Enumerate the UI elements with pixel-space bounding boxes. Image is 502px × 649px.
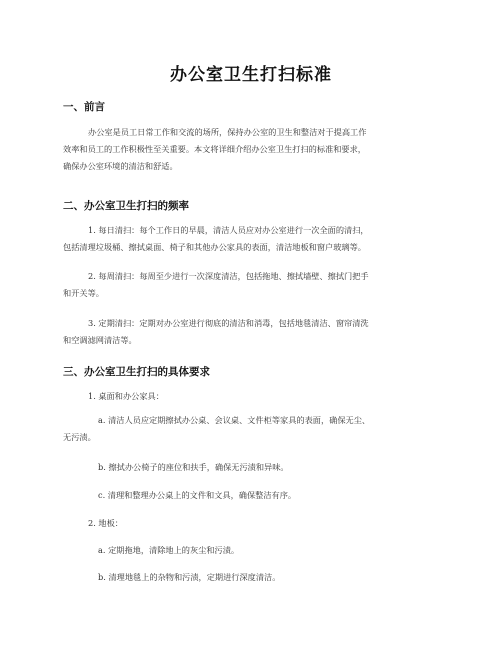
paragraph-line: 2. 地板： bbox=[88, 518, 123, 528]
paragraph-floor-a bbox=[63, 542, 443, 559]
paragraph-furniture-b bbox=[63, 459, 443, 476]
document-title: 办公室卫生打扫标准 bbox=[170, 65, 332, 85]
paragraph-periodic bbox=[63, 315, 443, 349]
paragraph-line: 1. 每日清扫：每个工作日的早晨，清洁人员应对办公室进行一次全面的清扫， bbox=[88, 225, 369, 235]
paragraph-line: b. 清理地毯上的杂物和污渍，定期进行深度清洁。 bbox=[98, 572, 281, 582]
paragraph-line: a. 定期拖地，清除地上的灰尘和污渍。 bbox=[98, 545, 240, 555]
paragraph-floor-b bbox=[63, 569, 443, 586]
paragraph-floor-title bbox=[63, 515, 443, 532]
paragraph-daily bbox=[63, 222, 443, 256]
paragraph-line: 1. 桌面和办公家具： bbox=[88, 391, 164, 401]
paragraph-line: 办公室是员工日常工作和交流的场所，保持办公室的卫生和整洁对于提高工作 bbox=[88, 127, 367, 137]
paragraph-line: 2. 每周清扫：每周至少进行一次深度清洁，包括拖地、擦拭墙壁、擦拭门把手 bbox=[88, 271, 369, 281]
paragraph-preface bbox=[63, 124, 443, 175]
paragraph-line: 3. 定期清扫：定期对办公室进行彻底的清洁和消毒，包括地毯清洁、窗帘清洗 bbox=[88, 318, 369, 328]
paragraph-line: 效率和员工的工作积极性至关重要。本文将详细介绍办公室卫生打扫的标准和要求， bbox=[63, 144, 366, 154]
paragraph-line: b. 擦拭办公椅子的座位和扶手，确保无污渍和异味。 bbox=[98, 462, 289, 472]
paragraph-line: 包括清理垃圾桶、擦拭桌面、椅子和其他办公家具的表面，清洁地板和窗户玻璃等。 bbox=[63, 242, 366, 252]
section-heading-preface: 一、前言 bbox=[63, 101, 105, 113]
paragraph-furniture-c bbox=[63, 487, 443, 504]
paragraph-weekly bbox=[63, 268, 443, 302]
paragraph-line: 和开关等。 bbox=[63, 288, 104, 298]
section-heading-requirements: 三、办公室卫生打扫的具体要求 bbox=[63, 366, 210, 378]
paragraph-furniture-title bbox=[63, 388, 443, 405]
section-heading-frequency: 二、办公室卫生打扫的频率 bbox=[63, 200, 189, 212]
paragraph-line: 无污渍。 bbox=[63, 432, 96, 442]
paragraph-line: c. 清理和整理办公桌上的文件和文具，确保整洁有序。 bbox=[98, 490, 297, 500]
paragraph-line: 确保办公室环境的清洁和舒适。 bbox=[63, 161, 178, 171]
paragraph-furniture-a bbox=[63, 412, 443, 446]
paragraph-line: a. 清洁人员应定期擦拭办公桌、会议桌、文件柜等家具的表面，确保无尘、 bbox=[98, 415, 371, 425]
paragraph-line: 和空调滤网清洁等。 bbox=[63, 335, 137, 345]
